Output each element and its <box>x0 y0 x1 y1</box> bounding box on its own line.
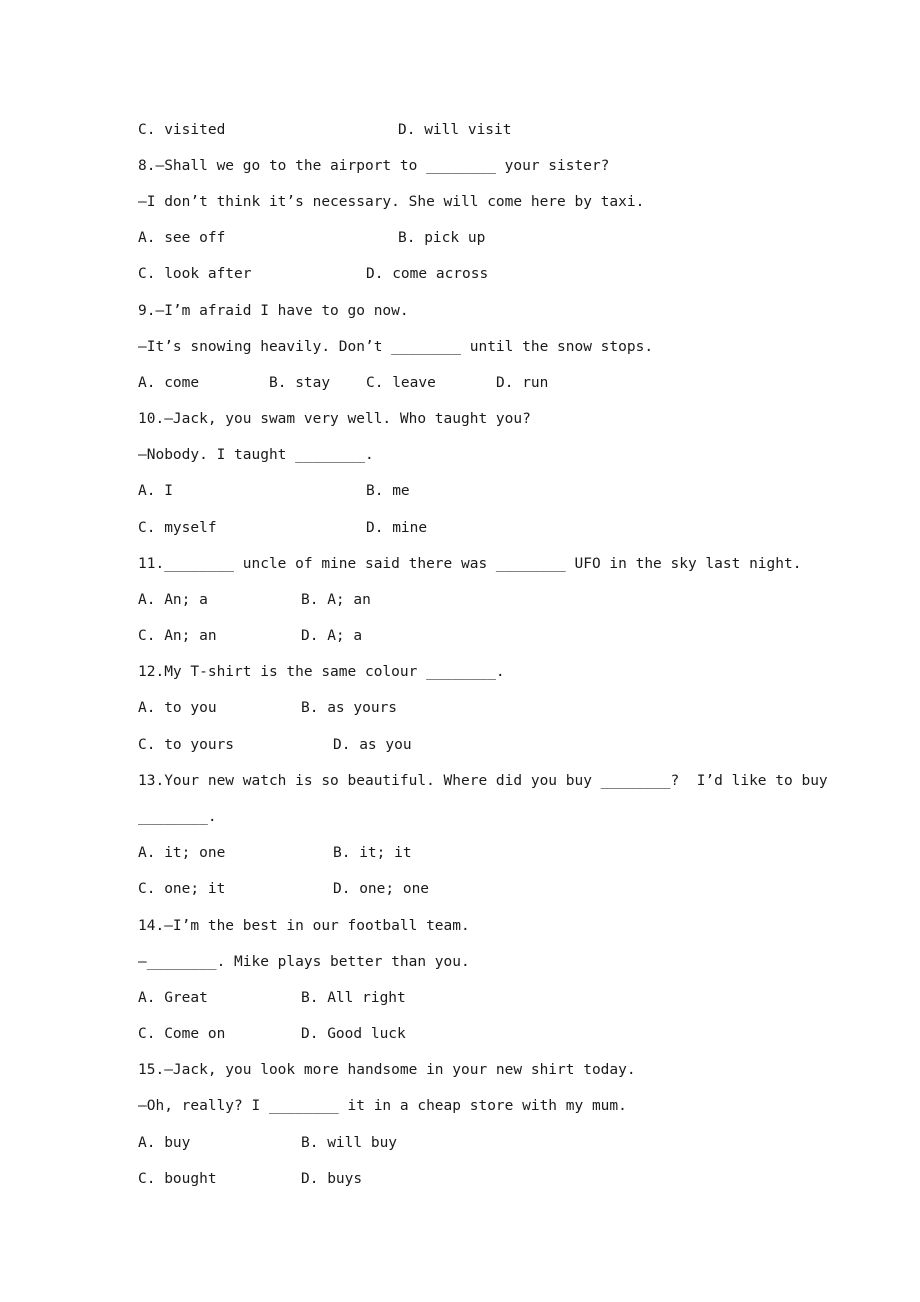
question-14: 14.—I’m the best in our football team. <box>138 918 470 934</box>
question-8-reply: —I don’t think it’s necessary. She will come here by taxi. <box>138 194 645 210</box>
question-13: 13.Your new watch is so beautiful. Where did you buy ________? I’d like to buy <box>138 773 828 789</box>
option-a-q10: A. I <box>138 483 173 499</box>
option-d-q7: D. will visit <box>398 122 512 138</box>
option-c-q10: C. myself <box>138 520 217 536</box>
question-15: 15.—Jack, you look more handsome in your new shirt today. <box>138 1062 636 1078</box>
option-d-q9: D. run <box>496 375 549 391</box>
option-a-q15: A. buy <box>138 1135 191 1151</box>
option-d-q14: D. Good luck <box>301 1026 406 1042</box>
option-b-q13: B. it; it <box>333 845 412 861</box>
option-a-q11: A. An; a <box>138 592 208 608</box>
question-8: 8.—Shall we go to the airport to ________ your sister? <box>138 158 610 174</box>
question-12: 12.My T-shirt is the same colour ________. <box>138 664 505 680</box>
option-a-q14: A. Great <box>138 990 208 1006</box>
option-a-q8: A. see off <box>138 230 226 246</box>
option-a-q9: A. come <box>138 375 200 391</box>
option-d-q11: D. A; a <box>301 628 363 644</box>
question-9: 9.—I’m afraid I have to go now. <box>138 303 409 319</box>
option-d-q12: D. as you <box>333 737 412 753</box>
option-c-q14: C. Come on <box>138 1026 226 1042</box>
question-14-reply: —________. Mike plays better than you. <box>138 954 470 970</box>
option-c-q13: C. one; it <box>138 881 226 897</box>
option-b-q11: B. A; an <box>301 592 371 608</box>
option-d-q13: D. one; one <box>333 881 430 897</box>
option-d-q8: D. come across <box>366 266 489 282</box>
option-b-q10: B. me <box>366 483 410 499</box>
option-c-q11: C. An; an <box>138 628 217 644</box>
option-c-q12: C. to yours <box>138 737 235 753</box>
option-b-q15: B. will buy <box>301 1135 398 1151</box>
option-a-q13: A. it; one <box>138 845 226 861</box>
option-c-q15: C. bought <box>138 1171 217 1187</box>
option-c-q7: C. visited <box>138 122 226 138</box>
option-b-q14: B. All right <box>301 990 406 1006</box>
option-b-q9: B. stay <box>269 375 331 391</box>
question-15-reply: —Oh, really? I ________ it in a cheap store with my mum. <box>138 1098 627 1114</box>
question-10: 10.—Jack, you swam very well. Who taught you? <box>138 411 531 427</box>
question-10-reply: —Nobody. I taught ________. <box>138 447 374 463</box>
question-9-reply: —It’s snowing heavily. Don’t ________ until the snow stops. <box>138 339 654 355</box>
option-b-q8: B. pick up <box>398 230 486 246</box>
option-d-q15: D. buys <box>301 1171 363 1187</box>
option-c-q8: C. look after <box>138 266 252 282</box>
option-d-q10: D. mine <box>366 520 428 536</box>
question-13-continued: ________. <box>138 809 217 825</box>
option-c-q9: C. leave <box>366 375 436 391</box>
question-11: 11.________ uncle of mine said there was ________ UFO in the sky last night. <box>138 556 802 572</box>
option-b-q12: B. as yours <box>301 700 398 716</box>
option-a-q12: A. to you <box>138 700 217 716</box>
